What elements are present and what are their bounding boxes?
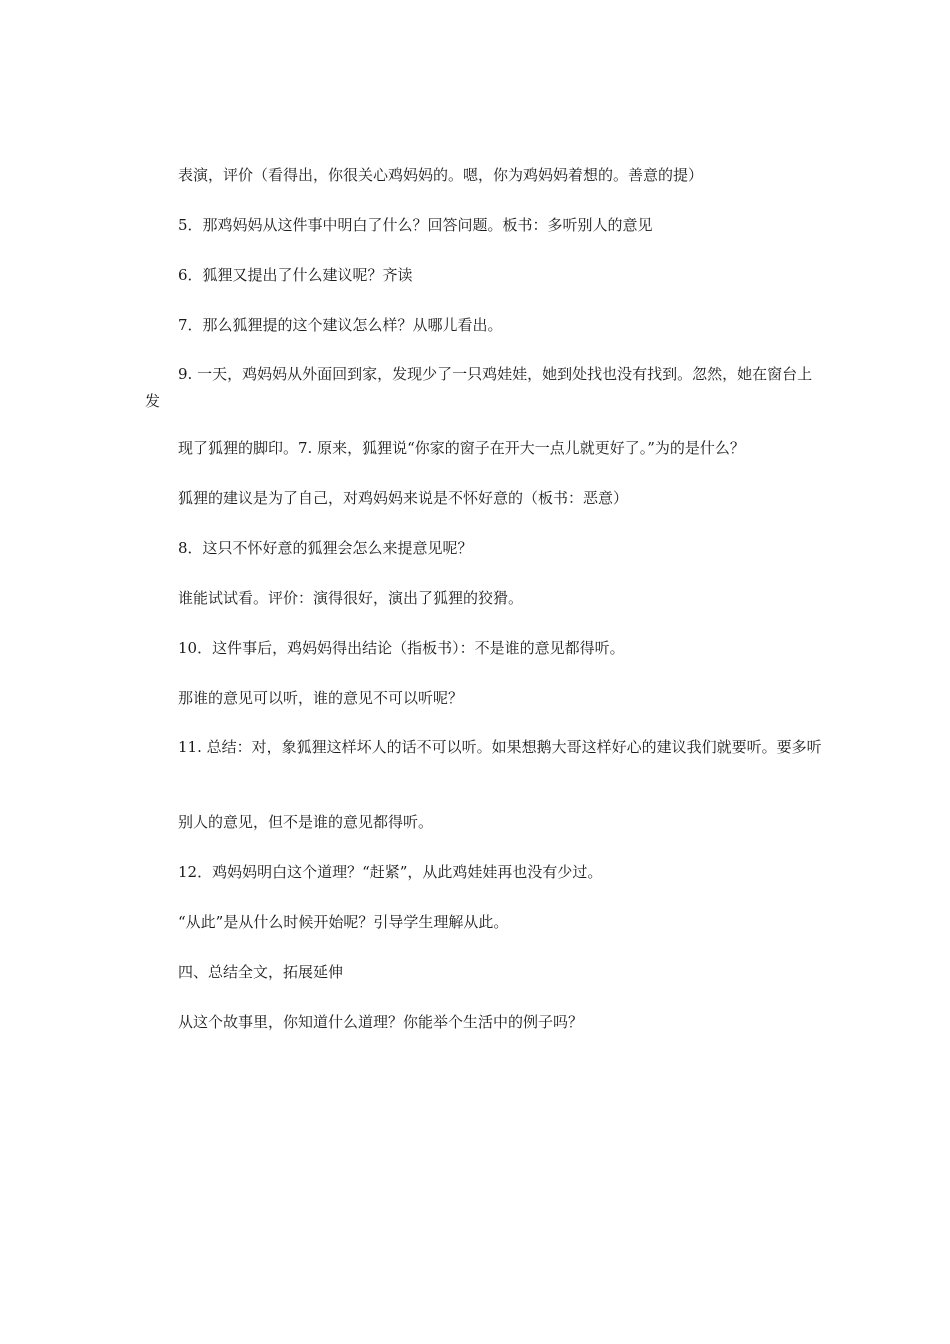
paragraph-11: 那谁的意见可以听，谁的意见不可以听呢？ (178, 689, 464, 707)
paragraph-12: 11. 总结：对，象狐狸这样坏人的话不可以听。如果想鹅大哥这样好心的建议我们就要听。要多听 (178, 738, 822, 756)
paragraph-8: 8．这只不怀好意的狐狸会怎么来提意见呢？ (178, 539, 473, 557)
section-heading: 四、总结全文，拓展延伸 (178, 963, 344, 981)
paragraph-13: 别人的意见，但不是谁的意见都得听。 (178, 813, 434, 831)
paragraph-4: 7．那么狐狸提的这个建议怎么样？从哪儿看出。 (178, 316, 503, 334)
paragraph-5: 9. 一天，鸡妈妈从外面回到家，发现少了一只鸡娃娃，她到处找也没有找到。忽然，她在窗台上发 (145, 365, 813, 410)
paragraph-2: 5．那鸡妈妈从这件事中明白了什么？回答问题。板书：多听别人的意见 (178, 216, 653, 234)
paragraph-9: 谁能试试看。评价：演得很好，演出了狐狸的狡猾。 (178, 589, 524, 607)
paragraph-6: 现了狐狸的脚印。7. 原来，狐狸说“你家的窗子在开大一点儿就更好了。”为的是什么？ (178, 439, 745, 457)
paragraph-15: “从此”是从什么时候开始呢？引导学生理解从此。 (178, 913, 509, 931)
paragraph-1: 表演，评价（看得出，你很关心鸡妈妈的。嗯，你为鸡妈妈着想的。善意的提） (178, 166, 704, 184)
paragraph-10: 10．这件事后，鸡妈妈得出结论（指板书）：不是谁的意见都得听。 (178, 639, 625, 657)
paragraph-3: 6．狐狸又提出了什么建议呢？齐读 (178, 266, 413, 284)
paragraph-17: 从这个故事里，你知道什么道理？你能举个生活中的例子吗？ (178, 1013, 584, 1031)
paragraph-14: 12．鸡妈妈明白这个道理？“赶紧”，从此鸡娃娃再也没有少过。 (178, 863, 603, 881)
paragraph-7: 狐狸的建议是为了自己，对鸡妈妈来说是不怀好意的（板书：恶意） (178, 489, 629, 507)
